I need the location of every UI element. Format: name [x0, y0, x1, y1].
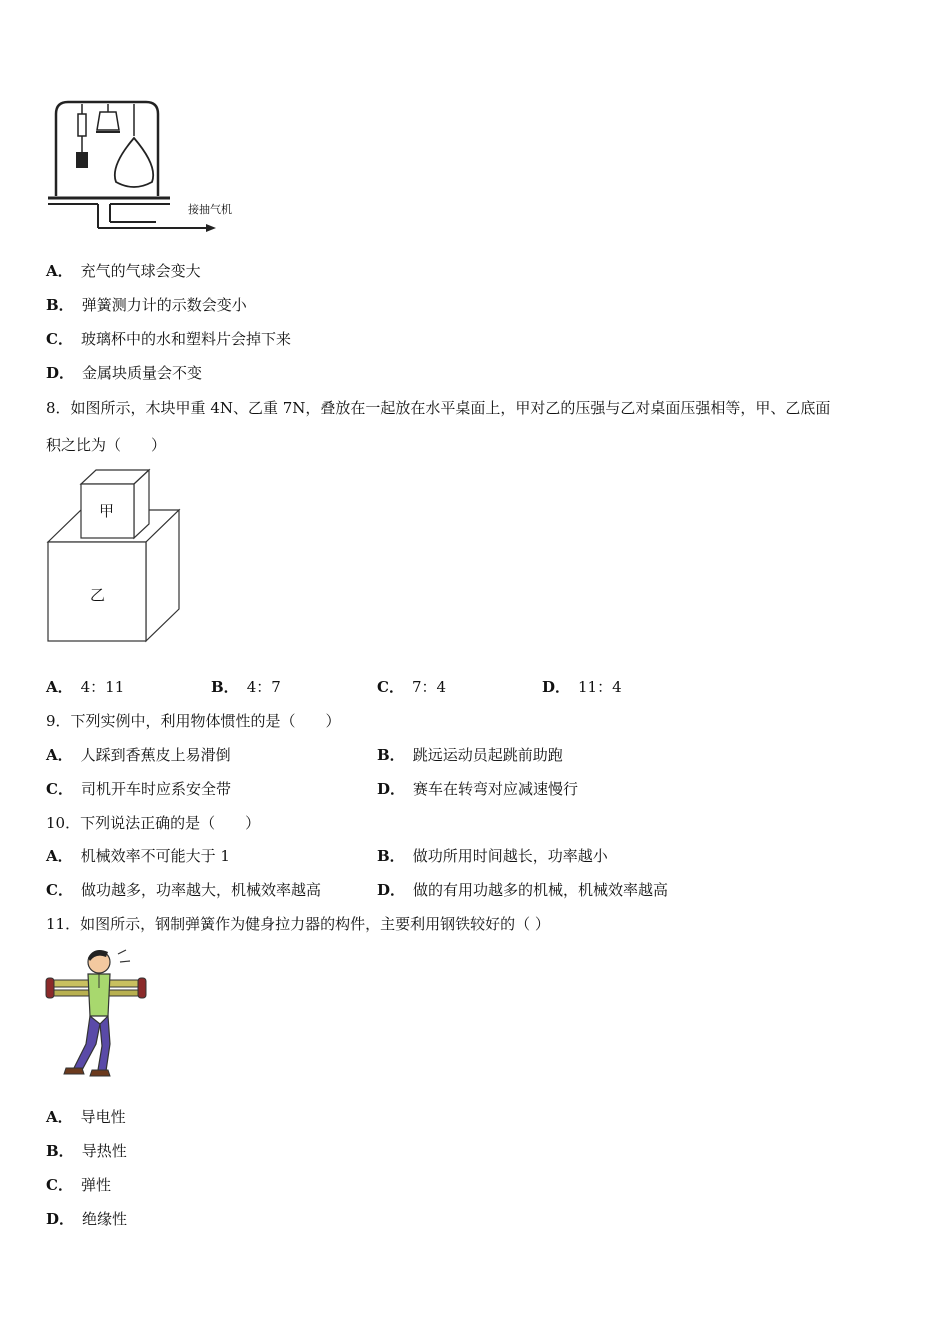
stacked-blocks-diagram [46, 466, 186, 646]
option-label: D． [46, 364, 75, 382]
q8-option-b [211, 677, 281, 697]
option-text: 机械效率不可能大于 1 [80, 847, 230, 865]
block-label-jia: 甲 [99, 502, 115, 520]
option-text: 金属块质量会不变 [82, 364, 203, 382]
option-text: 玻璃杯中的水和塑料片会掉下来 [80, 330, 291, 348]
option-text: 绝缘性 [82, 1210, 128, 1228]
q8-stem-line2: 积之比为（ ） [46, 436, 167, 454]
q8-option-a [46, 677, 124, 697]
option-label: C． [46, 330, 73, 348]
q10-option-b [377, 846, 608, 866]
option-text: 11：4 [578, 678, 622, 696]
q10-option-c [46, 880, 321, 900]
option-label: B． [46, 1142, 74, 1160]
q11-stem: 11．如图所示，钢制弹簧作为健身拉力器的构件，主要利用钢铁较好的（ ） [46, 915, 550, 933]
option-label: D． [542, 678, 571, 696]
option-label: C． [46, 881, 73, 899]
q8-option-d [542, 677, 622, 697]
q7-option-d [46, 363, 202, 383]
option-label: C． [46, 780, 73, 798]
option-text: 弹性 [80, 1176, 111, 1194]
option-label: A． [46, 746, 73, 764]
q8-stem-line1: 8．如图所示，木块甲重 4N、乙重 7N，叠放在一起放在水平桌面上，甲对乙的压强与乙对桌面压强相等，甲、乙底面 [46, 399, 831, 417]
q9-stem: 9．下列实例中，利用物体惯性的是（ ） [46, 712, 341, 730]
option-label: A． [46, 262, 73, 280]
option-text: 7：4 [411, 678, 447, 696]
q10-option-d [377, 880, 668, 900]
option-text: 4：11 [80, 678, 125, 696]
option-text: 弹簧测力计的示数会变小 [81, 296, 247, 314]
option-text: 赛车在转弯对应减速慢行 [413, 780, 579, 798]
q9-option-c [46, 779, 231, 799]
q8-blocks-figure [46, 466, 186, 646]
option-text: 充气的气球会变大 [80, 262, 201, 280]
q7-option-b [46, 295, 247, 315]
q11-exerciser-figure [44, 944, 154, 1084]
option-label: D． [377, 780, 406, 798]
man-with-chest-expander-illustration [44, 944, 154, 1084]
q10-stem: 10．下列说法正确的是（ ） [46, 814, 261, 832]
option-text: 4：7 [246, 678, 281, 696]
q11-option-a [46, 1107, 126, 1127]
option-text: 做功所用时间越长，功率越小 [412, 847, 608, 865]
option-label: A． [46, 847, 73, 865]
option-label: B． [211, 678, 239, 696]
q9-option-a [46, 745, 231, 765]
option-text: 人踩到香蕉皮上易滑倒 [80, 746, 231, 764]
option-label: A． [46, 1108, 73, 1126]
q10-option-a [46, 846, 230, 866]
option-text: 导热性 [81, 1142, 127, 1160]
q7-figure-caption: 接抽气机 [188, 203, 232, 216]
option-label: A． [46, 678, 73, 696]
q8-option-c [377, 677, 446, 697]
q11-option-b [46, 1141, 127, 1161]
option-label: D． [377, 881, 406, 899]
q11-option-d [46, 1209, 127, 1229]
option-text: 跳远运动员起跳前助跑 [412, 746, 563, 764]
option-text: 司机开车时应系安全带 [80, 780, 231, 798]
q7-option-c [46, 329, 291, 349]
option-label: D． [46, 1210, 75, 1228]
q7-option-a [46, 261, 201, 281]
option-label: B． [46, 296, 74, 314]
block-label-yi: 乙 [90, 586, 106, 604]
q11-option-c [46, 1175, 111, 1195]
option-text: 做的有用功越多的机械，机械效率越高 [413, 881, 669, 899]
option-label: B． [377, 847, 405, 865]
q9-option-b [377, 745, 563, 765]
option-text: 导电性 [80, 1108, 126, 1126]
q9-option-d [377, 779, 578, 799]
option-text: 做功越多，功率越大，机械效率越高 [80, 881, 321, 899]
option-label: C． [46, 1176, 73, 1194]
option-label: B． [377, 746, 405, 764]
option-label: C． [377, 678, 404, 696]
